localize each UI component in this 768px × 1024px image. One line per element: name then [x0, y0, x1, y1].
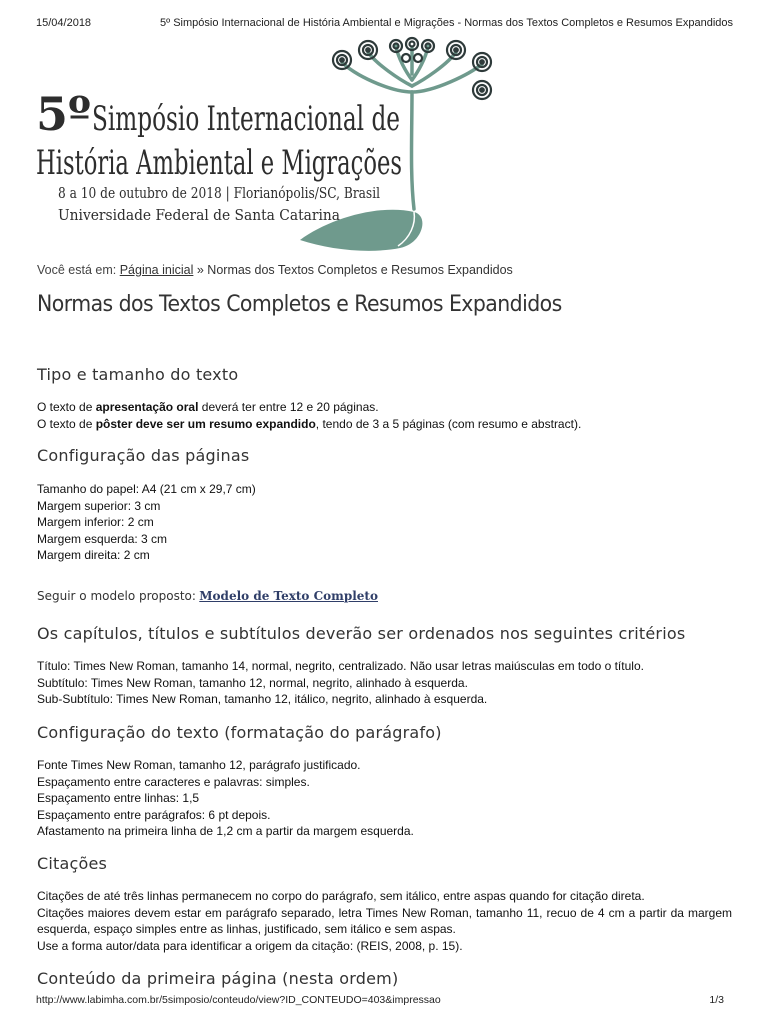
section-body-capitulos — [37, 658, 644, 708]
page-title: Normas dos Textos Completos e Resumos Expandidos — [37, 292, 562, 317]
logo-line-1: Simpósio Internacional de — [92, 99, 400, 139]
section-heading-config-texto: Configuração do texto (formatação do parágrafo) — [37, 723, 442, 742]
breadcrumb-lead: Você está em: — [37, 263, 117, 277]
config-line: Tamanho do papel: A4 (21 cm x 29,7 cm) — [37, 482, 256, 496]
section-body-config-texto — [37, 757, 414, 840]
citacoes-line: Citações maiores devem estar em parágrafo separado, letra Times New Roman, tamanho 11, recuo de 4 cm a partir da margem esquerda, espaço simples entre as linhas, justificado, sem itálico e sem aspas. — [37, 905, 732, 936]
print-footer-page: 1/3 — [709, 994, 724, 1006]
config-line: Margem superior: 3 cm — [37, 498, 161, 513]
print-date: 15/04/2018 — [36, 17, 92, 29]
print-footer-url: http://www.labimha.com.br/5simposio/conteudo/view?ID_CONTEUDO=403&impressao — [36, 994, 441, 1006]
logo-line-3: 8 a 10 de outubro de 2018 | Florianópolis/SC, Brasil — [58, 184, 381, 202]
logo-line-2: História Ambiental e Migrações — [36, 143, 402, 183]
section-body-config-paginas — [37, 481, 256, 564]
section-body-citacoes — [37, 888, 732, 954]
section-body-tipo — [37, 399, 581, 432]
breadcrumb — [37, 263, 513, 277]
section-heading-conteudo: Conteúdo da primeira página (nesta ordem) — [37, 969, 399, 988]
texto-line: Espaçamento entre linhas: 1,5 — [37, 791, 200, 805]
config-line: Margem esquerda: 3 cm — [37, 531, 168, 546]
section-heading-capitulos: Os capítulos, títulos e subtítulos deverão ser ordenados nos seguintes critérios — [37, 624, 686, 643]
event-logo — [30, 34, 510, 266]
citacoes-line: Citações de até três linhas permanecem no corpo do parágrafo, sem itálico, entre aspas quando for citação direta. — [37, 889, 645, 903]
model-lead: Seguir o modelo proposto: — [37, 589, 196, 603]
tipo-line-2: O texto de pôster deve ser um resumo expandido, tendo de 3 a 5 páginas (com resumo e abstract). — [37, 416, 582, 431]
breadcrumb-current: Normas dos Textos Completos e Resumos Expandidos — [207, 263, 513, 277]
section-heading-tipo: Tipo e tamanho do texto — [37, 365, 239, 384]
texto-line: Fonte Times New Roman, tamanho 12, parágrafo justificado. — [37, 758, 361, 772]
breadcrumb-separator: » — [196, 263, 204, 277]
tipo-line-1: O texto de apresentação oral deverá ter entre 12 e 20 páginas. — [37, 400, 379, 414]
print-header-title: 5º Simpósio Internacional de História Ambiental e Migrações - Normas dos Textos Completos e Resumos Expandidos — [160, 17, 734, 29]
texto-line: Afastamento na primeira linha de 1,2 cm a partir da margem esquerda. — [37, 824, 414, 838]
section-heading-citacoes: Citações — [37, 854, 108, 873]
texto-line: Espaçamento entre parágrafos: 6 pt depois. — [37, 807, 271, 822]
capitulos-line: Subtítulo: Times New Roman, tamanho 12, normal, negrito, alinhado à esquerda. — [37, 675, 468, 690]
capitulos-line: Sub-Subtítulo: Times New Roman, tamanho 12, itálico, negrito, alinhado à esquerda. — [37, 692, 488, 706]
texto-line: Espaçamento entre caracteres e palavras: simples. — [37, 774, 310, 789]
config-line: Margem inferior: 2 cm — [37, 515, 154, 529]
logo-line-4: Universidade Federal de Santa Catarina — [58, 206, 341, 224]
config-line: Margem direita: 2 cm — [37, 548, 150, 562]
capitulos-line: Título: Times New Roman, tamanho 14, normal, negrito, centralizado. Não usar letras maiúsculas em todo o título. — [37, 659, 644, 673]
model-row — [37, 588, 378, 605]
breadcrumb-home-link[interactable]: Página inicial — [119, 263, 194, 277]
citacoes-line: Use a forma autor/data para identificar a origem da citação: (REIS, 2008, p. 15). — [37, 938, 463, 953]
section-heading-config-paginas: Configuração das páginas — [37, 446, 250, 465]
model-link[interactable]: Modelo de Texto Completo — [199, 589, 378, 603]
logo-number: 5º — [36, 87, 92, 141]
